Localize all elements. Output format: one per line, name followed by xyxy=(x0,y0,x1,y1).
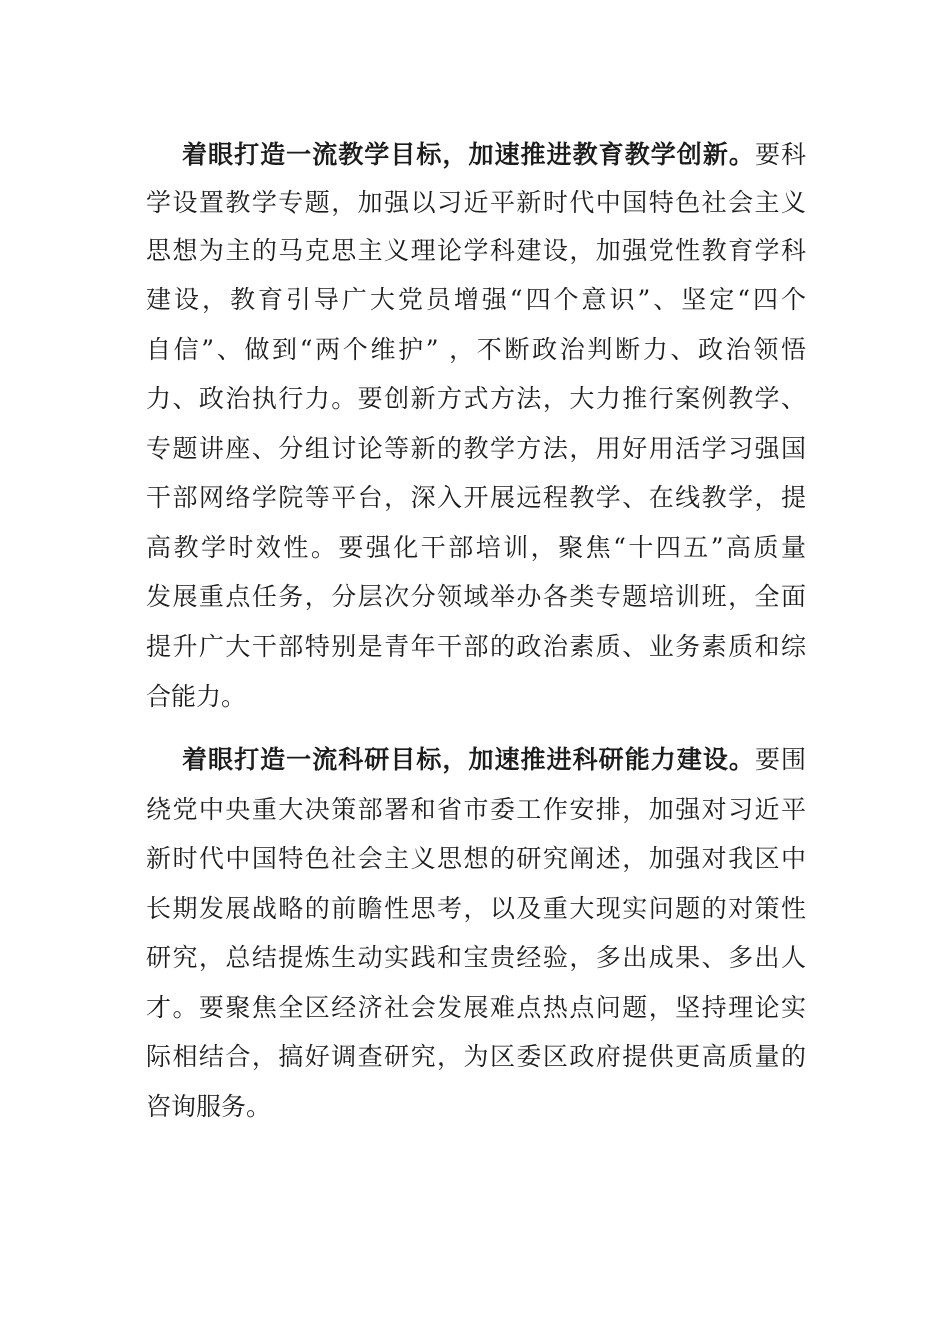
paragraph-lead: 着眼打造一流科研目标，加速推进科研能力建设。 xyxy=(182,745,755,774)
paragraph-line: 绕党中央重大决策部署和省市委工作安排，加强对习近平 xyxy=(146,795,806,824)
paragraph-line: 高教学时效性。要强化干部培训，聚焦“十四五”高质量 xyxy=(146,533,806,562)
paragraph-line: 学设置教学专题，加强以习近平新时代中国特色社会主义 xyxy=(146,188,806,217)
paragraph-line: 咨询服务。 xyxy=(146,1092,272,1121)
paragraph-line: 着眼打造一流科研目标，加速推进科研能力建设。要围 xyxy=(182,745,806,774)
paragraph-line: 思想为主的马克思主义理论学科建设，加强党性教育学科 xyxy=(146,236,806,265)
paragraph-line: 合能力。 xyxy=(146,682,247,711)
paragraph-line: 提升广大干部特别是青年干部的政治素质、业务素质和综 xyxy=(146,632,806,661)
paragraph-lead: 着眼打造一流教学目标，加速推进教育教学创新。 xyxy=(182,140,755,169)
paragraph-line: 干部网络学院等平台，深入开展远程教学、在线教学，提 xyxy=(146,483,806,512)
paragraph-line: 长期发展战略的前瞻性思考，以及重大现实问题的对策性 xyxy=(146,894,806,923)
paragraph-line: 自信”、做到“两个维护” ，不断政治判断力、政治领悟 xyxy=(146,335,806,364)
paragraph-line: 研究，总结提炼生动实践和宝贵经验，多出成果、多出人 xyxy=(146,943,806,972)
paragraph-line: 新时代中国特色社会主义思想的研究阐述，加强对我区中 xyxy=(146,844,806,873)
paragraph-line: 力、政治执行力。要创新方式方法，大力推行案例教学、 xyxy=(146,384,806,413)
paragraph-line: 际相结合，搞好调查研究，为区委区政府提供更高质量的 xyxy=(146,1042,806,1071)
paragraph-line: 发展重点任务，分层次分领域举办各类专题培训班，全面 xyxy=(146,582,806,611)
paragraph-line: 建设，教育引导广大党员增强“四个意识”、坚定“四个 xyxy=(146,285,806,314)
paragraph-line: 专题讲座、分组讨论等新的教学方法，用好用活学习强国 xyxy=(146,434,806,463)
paragraph-line: 才。要聚焦全区经济社会发展难点热点问题，坚持理论实 xyxy=(146,993,806,1022)
paragraph-line: 着眼打造一流教学目标，加速推进教育教学创新。要科 xyxy=(182,140,806,169)
